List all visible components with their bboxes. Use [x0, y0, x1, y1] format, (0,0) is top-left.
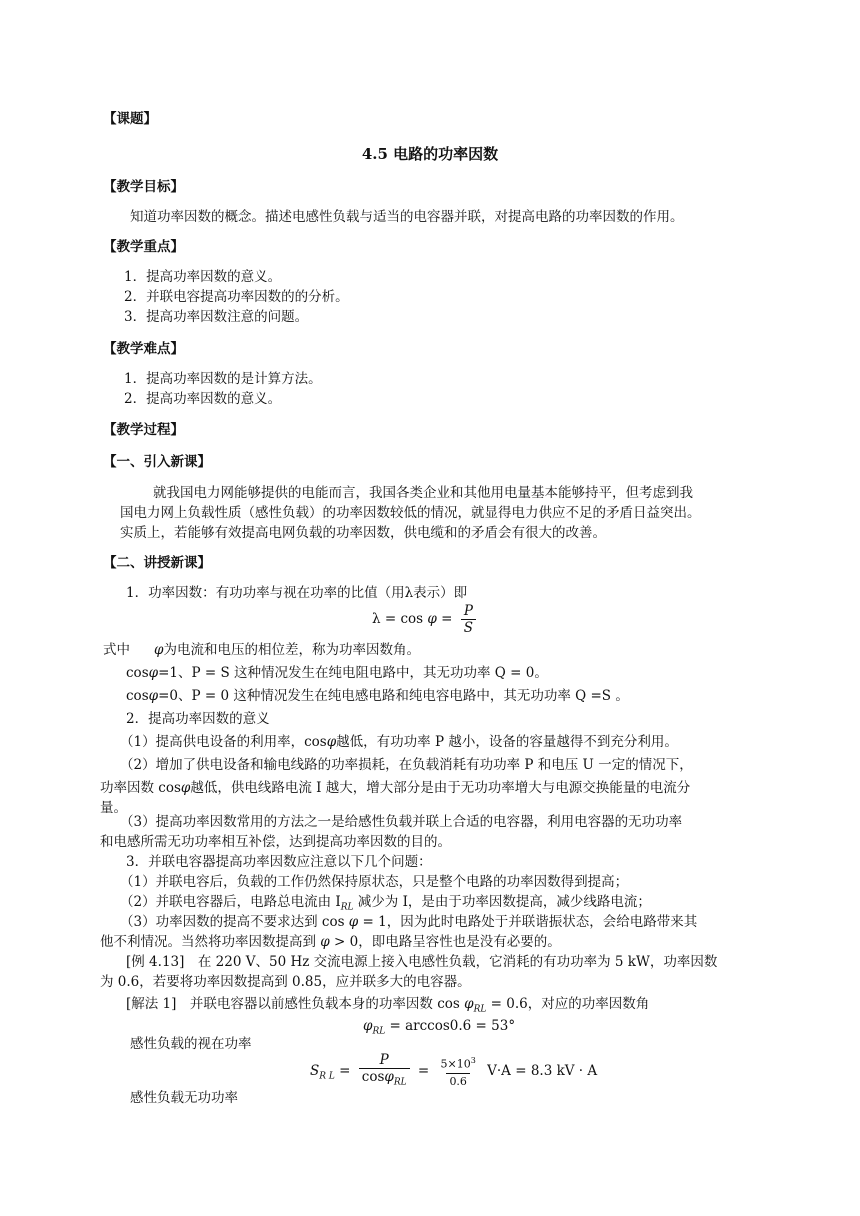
- p2-item-1-b: 越低，有功功率 P 越小，设备的容量越得不到充分利用。: [336, 734, 678, 750]
- phi-rl-formula: [363, 1016, 515, 1042]
- intro-heading: 【一、引入新课】: [103, 454, 211, 470]
- lecture-p2: 2．提高功率因数的意义: [126, 711, 270, 727]
- difficulty-1: 1．提高功率因数的是计算方法。: [124, 371, 322, 387]
- cos-zero-text: =0、P = 0 这种情况发生在纯电感电路和纯电容电路中，其无功功率 Q =S 。: [158, 688, 629, 704]
- s-result: V·A = 8.3 kV · A: [487, 1062, 598, 1079]
- cos-zero-line: [126, 686, 629, 706]
- where-line: [103, 640, 420, 660]
- fraction-p-over-cos: [359, 1052, 410, 1091]
- reactive-power-label: 感性负载无功功率: [130, 1090, 238, 1106]
- example-line-2: 为 0.6，若要将功率因数提高到 0.85，应并联多大的电容器。: [100, 974, 471, 990]
- p3-item-3-a1: （3）功率因数的提高不要求达到 cos: [120, 914, 345, 930]
- phi-rl-sub: RL: [372, 1026, 386, 1037]
- solution-b: = 0.6，对应的功率因数角: [486, 996, 650, 1012]
- intro-line-1: 就我国电力网能够提供的电能而言，我国各类企业和其他用电量基本能够持平，但考虑到我: [153, 485, 693, 501]
- key-point-1: 1．提高功率因数的意义。: [124, 269, 282, 285]
- eq-sign: =: [339, 1062, 351, 1079]
- intro-line-2: 国电力网上负载性质（感性负载）的功率因数较低的情况，就显得电力供应不足的矛盾日益突出。: [120, 505, 701, 521]
- key-point-2: 2．并联电容提高功率因数的的分析。: [124, 289, 349, 305]
- topic-label: 【课题】: [103, 111, 157, 127]
- lecture-heading: 【二、讲授新课】: [103, 555, 211, 571]
- intro-line-3: 实质上，若能够有效提高电网负载的功率因数，供电缆和的矛盾会有很大的改善。: [120, 525, 606, 541]
- fraction-p-over-s: [461, 603, 476, 636]
- lecture-p1: 1．功率因数：有功功率与视在功率的比值（用λ表示）即: [126, 585, 468, 601]
- s-den-sub: RL: [393, 1077, 407, 1088]
- p3-item-3-b1: 他不利情况。当然将功率因数提高到: [100, 934, 316, 950]
- p3-item-2-b: 减少为 I，是由于功率因数提高，减少线路电流；: [353, 894, 651, 910]
- formula-lhs: λ = cos: [372, 611, 424, 627]
- goal-text: 知道功率因数的概念。描述电感性负载与适当的电容器并联，对提高电路的功率因数的作用。: [130, 209, 684, 225]
- p2-item-3-b: 和电感所需无功功率相互补偿，达到提高功率因数的目的。: [100, 834, 451, 850]
- cos-one-line: [126, 663, 548, 683]
- where-text: 为电流和电压的相位差，称为功率因数角。: [163, 642, 420, 658]
- phi-rl-rhs: = arccos0.6 = 53°: [389, 1018, 516, 1034]
- p3-item-3-a: [120, 912, 697, 932]
- s-symbol: S: [310, 1062, 320, 1079]
- phi-symbol: φ: [148, 688, 159, 704]
- p2-item-2-c: 量。: [100, 800, 127, 816]
- phi-symbol: φ: [363, 1018, 373, 1034]
- p3-item-3-a2: = 1，因为此时电路处于并联谐振状态，会给电路带来其: [358, 914, 698, 930]
- phi-symbol: φ: [320, 934, 330, 950]
- p3-item-2-sub: RL: [340, 902, 354, 913]
- key-point-3: 3．提高功率因数注意的问题。: [124, 309, 309, 325]
- solution-sub: RL: [473, 1004, 487, 1015]
- p2-item-2-b2: 越低，供电线路电流 I 越大，增大部分是由于无功功率增大与电源交换能量的电流分: [190, 780, 691, 796]
- s-sub: R L: [319, 1071, 335, 1082]
- process-heading: 【教学过程】: [103, 422, 184, 438]
- goal-heading: 【教学目标】: [103, 179, 184, 195]
- cos-label: cos: [126, 665, 149, 681]
- lecture-p3: 3．并联电容器提高功率因数应注意以下几个问题：: [126, 854, 432, 870]
- s-num2-text: 5×10: [440, 1057, 471, 1071]
- fraction-numerator: P: [463, 603, 473, 619]
- difficulty-2: 2．提高功率因数的意义。: [124, 391, 282, 407]
- s-fraction-den: [359, 1068, 410, 1091]
- solution-a: [解法 1] 并联电容器以前感性负载本身的功率因数 cos: [126, 996, 460, 1012]
- p2-item-2-b1: 功率因数 cos: [100, 780, 181, 796]
- s-num2-exp: 3: [470, 1056, 476, 1066]
- where-prefix: 式中: [103, 642, 130, 658]
- p2-item-1-a: （1）提高供电设备的利用率，cos: [120, 734, 327, 750]
- p3-item-2-a: （2）并联电容器后，电路总电流由 I: [120, 894, 341, 910]
- s-den-cos: cos: [361, 1069, 385, 1085]
- phi-symbol: φ: [384, 1069, 394, 1085]
- p3-item-3-b: [100, 932, 561, 952]
- p2-item-2-b: [100, 778, 690, 798]
- s-fraction-num: P: [379, 1052, 389, 1068]
- key-points-heading: 【教学重点】: [103, 239, 184, 255]
- fraction-denominator: S: [461, 619, 476, 636]
- phi-symbol: φ: [464, 996, 474, 1012]
- phi-symbol: φ: [154, 642, 164, 658]
- formula-eq: =: [441, 611, 453, 627]
- phi-symbol: φ: [326, 734, 337, 750]
- p2-item-3-a: （3）提高功率因数常用的方法之一是给感性负载并联上合适的电容器，利用电容器的无功功率: [120, 814, 683, 830]
- page-title: 4.5 电路的功率因数: [361, 145, 499, 163]
- p2-item-2-a: （2）增加了供电设备和输电线路的功率损耗，在负载消耗有功功率 P 和电压 U 一定的情况下，: [120, 757, 693, 773]
- p3-item-1: （1）并联电容后，负载的工作仍然保持原状态，只是整个电路的功率因数得到提高；: [120, 874, 629, 890]
- difficulties-heading: 【教学难点】: [103, 341, 184, 357]
- p2-item-1: [120, 732, 678, 752]
- phi-symbol: φ: [180, 780, 191, 796]
- cos-label: cos: [126, 688, 149, 704]
- cos-one-text: =1、P = S 这种情况发生在纯电阻电路中，其无功功率 Q = 0。: [158, 665, 548, 681]
- phi-symbol: φ: [348, 914, 359, 930]
- fraction-number: [438, 1053, 479, 1090]
- formula-lambda: [372, 603, 480, 636]
- phi-symbol: φ: [427, 611, 437, 627]
- phi-symbol: φ: [148, 665, 159, 681]
- apparent-power-formula: [310, 1052, 597, 1091]
- p3-item-3-b2: > 0，即电路呈容性也是没有必要的。: [334, 934, 561, 950]
- example-line-1: [例 4.13] 在 220 V、50 Hz 交流电源上接入电感性负载，它消耗的有功功率为 5 kW，功率因数: [126, 954, 718, 970]
- eq-sign-2: =: [417, 1062, 430, 1079]
- s-fraction2-num: [438, 1053, 479, 1073]
- s-fraction2-den: 0.6: [446, 1073, 470, 1090]
- apparent-power-label: 感性负载的视在功率: [130, 1036, 252, 1052]
